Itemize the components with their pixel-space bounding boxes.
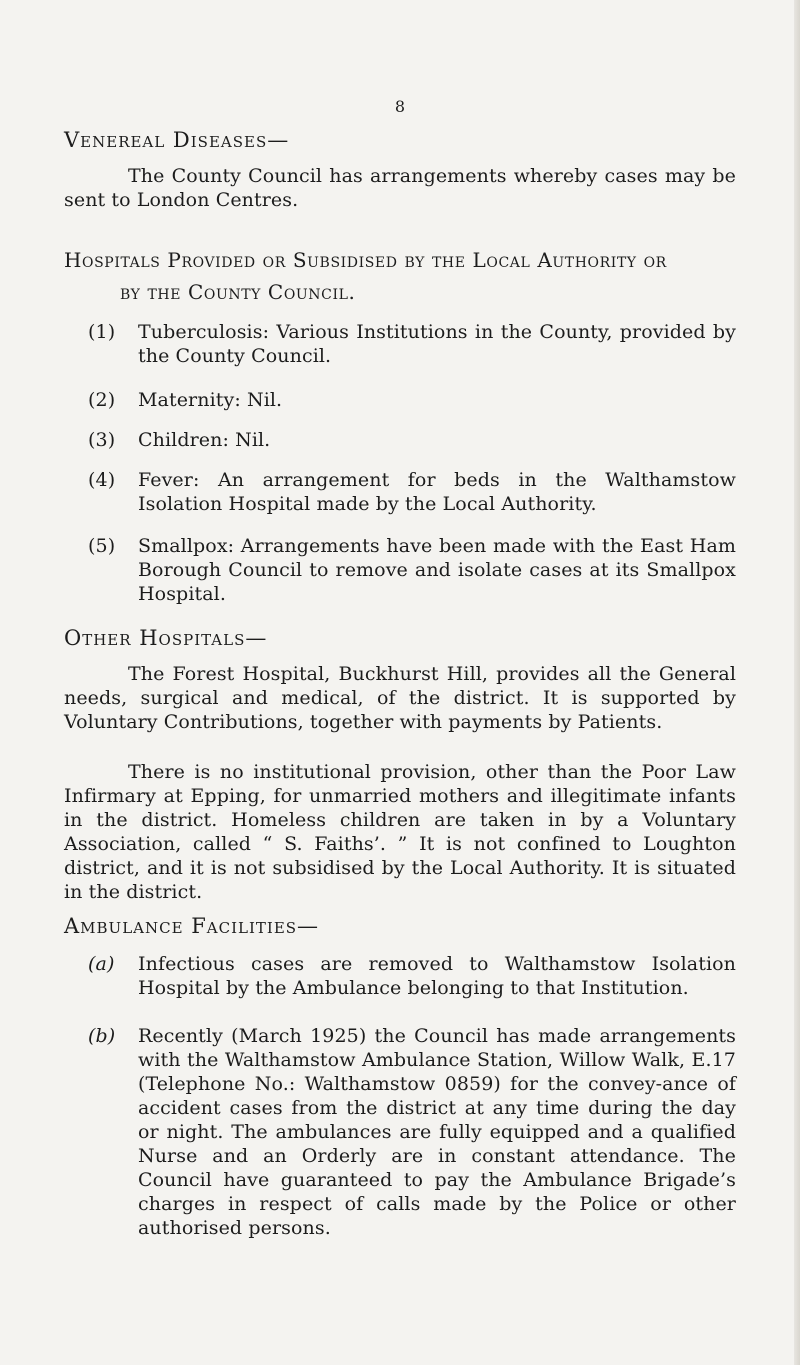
item-text: Recently (March 1925) the Council has made arrangements with the Walthamstow Ambulance Station, Willow Walk, E.17 (Telephone No.: Walthamstow 0859) for the convey-ance of accident cases from the district at any time during the day or night. The ambulances are fully equipped and a qualified Nurse and an Orderly are in constant attendance. The Council have guaranteed to pay the Ambulance Brigade’s charges in respect of calls made by the Police or other authorised persons. — [138, 1025, 736, 1239]
hospitals-heading-line2: by the County Council. — [120, 280, 356, 304]
hospital-item-5 — [88, 534, 736, 606]
item-text: Maternity: Nil. — [138, 389, 283, 411]
other-hospitals-heading: Other Hospitals— — [64, 626, 268, 650]
page-number: 8 — [394, 97, 406, 116]
hospital-item-2 — [88, 388, 736, 412]
item-text: Infectious cases are removed to Walthamstow Isolation Hospital by the Ambulance belonging to that Institution. — [138, 953, 736, 999]
item-number: (4) — [88, 469, 116, 491]
item-text: Tuberculosis: Various Institutions in the County, provided by the County Council. — [138, 321, 736, 367]
item-number: (2) — [88, 389, 116, 411]
item-number: (a) — [88, 953, 115, 975]
hospital-item-1 — [88, 320, 736, 368]
ambulance-item-b — [88, 1024, 736, 1240]
item-number: (b) — [88, 1025, 116, 1047]
item-text: Children: Nil. — [138, 429, 271, 451]
hospital-item-3 — [88, 428, 736, 452]
ambulance-item-a — [88, 952, 736, 1000]
other-hospitals-para-2: There is no institutional provision, other than the Poor Law Infirmary at Epping, for unmarried mothers and illegitimate infants in the district. Homeless children are taken in by a Voluntary Association, called “ S. Faiths’. ” It is not confined to Loughton district, and it is not subsidised by the Local Authority. It is situated in the district. — [64, 761, 736, 903]
hospitals-heading-line1: Hospitals Provided or Subsidised by the Local Authority or — [64, 248, 667, 272]
item-text: Smallpox: Arrangements have been made with the East Ham Borough Council to remove and isolate cases at its Smallpox Hospital. — [138, 535, 736, 605]
item-number: (5) — [88, 535, 116, 557]
item-text: Fever: An arrangement for beds in the Walthamstow Isolation Hospital made by the Local Authority. — [138, 469, 736, 515]
page-edge-shadow — [794, 0, 800, 1365]
other-hospitals-para-1: The Forest Hospital, Buckhurst Hill, provides all the General needs, surgical and medical, of the district. It is supported by Voluntary Contributions, together with payments by Patients. — [64, 663, 736, 733]
venereal-heading: Venereal Diseases— — [64, 128, 290, 152]
ambulance-heading: Ambulance Facilities— — [64, 914, 320, 938]
venereal-text: The County Council has arrangements whereby cases may be sent to London Centres. — [64, 165, 736, 211]
item-number: (1) — [88, 321, 116, 343]
hospital-item-4 — [88, 468, 736, 516]
item-number: (3) — [88, 429, 116, 451]
